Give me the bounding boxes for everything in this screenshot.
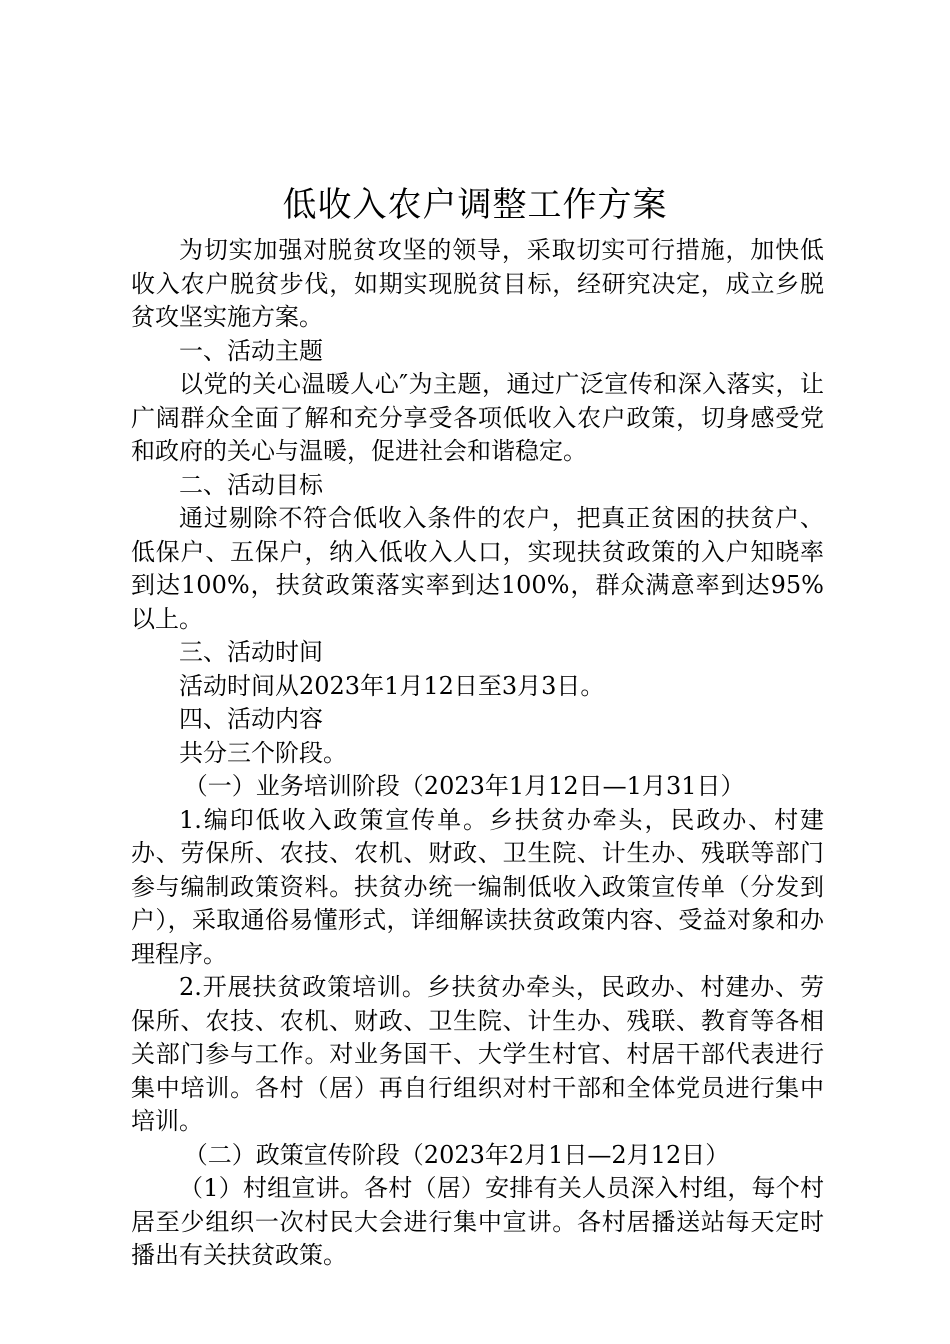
section-text-theme: 以党的关心温暖人心″为主题，通过广泛宣传和深入落实，让广阔群众全面了解和充分享受各项低收入农户政策，切身感受党和政府的关心与温暖，促进社会和谐稳定。 [131,370,824,465]
section-text-goal: 通过剔除不符合低收入条件的农户，把真正贫困的扶贫户、低保户、五保户，纳入低收入人口，实现扶贫政策的入户知晓率到达100%，扶贫政策落实率到达100%，群众满意率到达95%以上。 [131,504,824,633]
document-title: 低收入农户调整工作方案 [282,185,668,225]
section-heading-time: 三、活动时间 [179,638,323,666]
stage-training-item-2: 2.开展扶贫政策培训。乡扶贫办牵头，民政办、村建办、劳保所、农技、农机、财政、卫生院、计生办、残联、教育等各相关部门参与工作。对业务国干、大学生村官、村居干部代表进行集中培训。各村（居）再自行组织对村干部和全体党员进行集中培训。 [131,973,824,1135]
document-body [131,234,824,1273]
section-text-content: 共分三个阶段。 [179,738,347,767]
stage-publicity-item-1: （1）村组宣讲。各村（居）安排有关人员深入村组，每个村居至少组织一次村民大会进行集中宣讲。各村居播送站每天定时播出有关扶贫政策。 [131,1174,824,1269]
stage-training-item-1: 1.编印低收入政策宣传单。乡扶贫办牵头，民政办、村建办、劳保所、农技、农机、财政、卫生院、计生办、残联等部门参与编制政策资料。扶贫办统一编制低收入政策宣传单（分发到户），采取通俗易懂形式，详细解读扶贫政策内容、受益对象和办理程序。 [131,805,824,968]
stage-heading-training: （一）业务培训阶段（2023年1月12日—1月31日） [183,772,745,800]
intro-paragraph: 为切实加强对脱贫攻坚的领导，采取切实可行措施，加快低收入农户脱贫步伐，如期实现脱贫目标，经研究决定，成立乡脱贫攻坚实施方案。 [131,236,824,331]
section-heading-content: 四、活动内容 [179,705,323,733]
section-heading-theme: 一、活动主题 [179,336,323,365]
stage-heading-publicity: （二）政策宣传阶段（2023年2月1日—2月12日） [183,1140,730,1169]
section-heading-goal: 二、活动目标 [179,470,323,499]
section-text-time: 活动时间从2023年1月12日至3月3日。 [179,671,605,700]
